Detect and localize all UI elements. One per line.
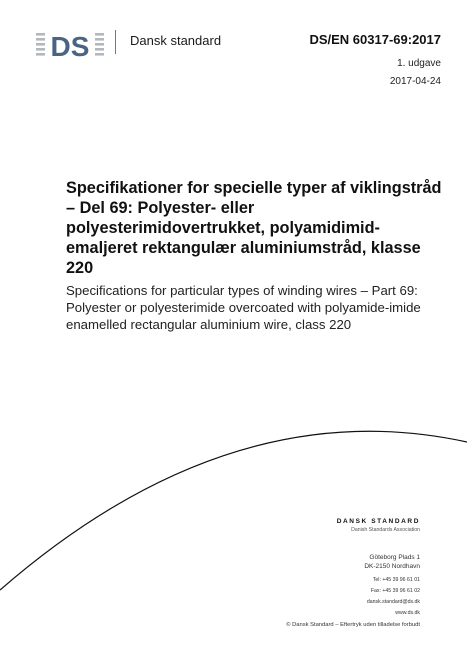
email-link[interactable]: dansk.standard@ds.dk <box>366 599 420 605</box>
fax: Fax: +45 39 96 61 02 <box>370 588 420 594</box>
header-divider <box>115 30 116 54</box>
standard-type: Dansk standard <box>130 33 222 48</box>
standard-id: DS/EN 60317-69:2017 <box>309 32 441 47</box>
publication-date: 2017-04-24 <box>389 76 441 87</box>
copyright-notice: © Dansk Standard – Eftertryk uden tilladelse forbudt <box>286 622 420 628</box>
logo-stripes-right <box>95 33 104 56</box>
organization-subtitle: Danish Standards Association <box>351 527 420 533</box>
english-title: Specifications for particular types of winding wires – Part 69: Polyester or polyesterimide overcoated with polyamide-imide enamelled rectangular aluminium wire, class 220 <box>66 283 421 332</box>
organization-block <box>337 518 420 533</box>
address-street: Göteborg Plads 1 <box>369 554 420 561</box>
ds-logo <box>36 30 106 60</box>
danish-title: Specifikationer for specielle typer af viklingstråd – Del 69: Polyester- eller polyesterimidovertrukket, polyamidimid-emaljeret rektangulær aluminiumstråd, klasse 220 <box>66 179 442 277</box>
edition: 1. udgave <box>397 58 441 69</box>
logo-stripes-left <box>36 33 45 56</box>
phone: Tel: +45 39 96 61 01 <box>372 577 420 583</box>
organization-name: DANSK STANDARD <box>336 518 420 525</box>
logo-text: DS <box>50 31 90 60</box>
address-city: DK-2150 Nordhavn <box>364 563 420 570</box>
website-link[interactable]: www.ds.dk <box>395 610 420 616</box>
contact-block <box>364 553 420 617</box>
